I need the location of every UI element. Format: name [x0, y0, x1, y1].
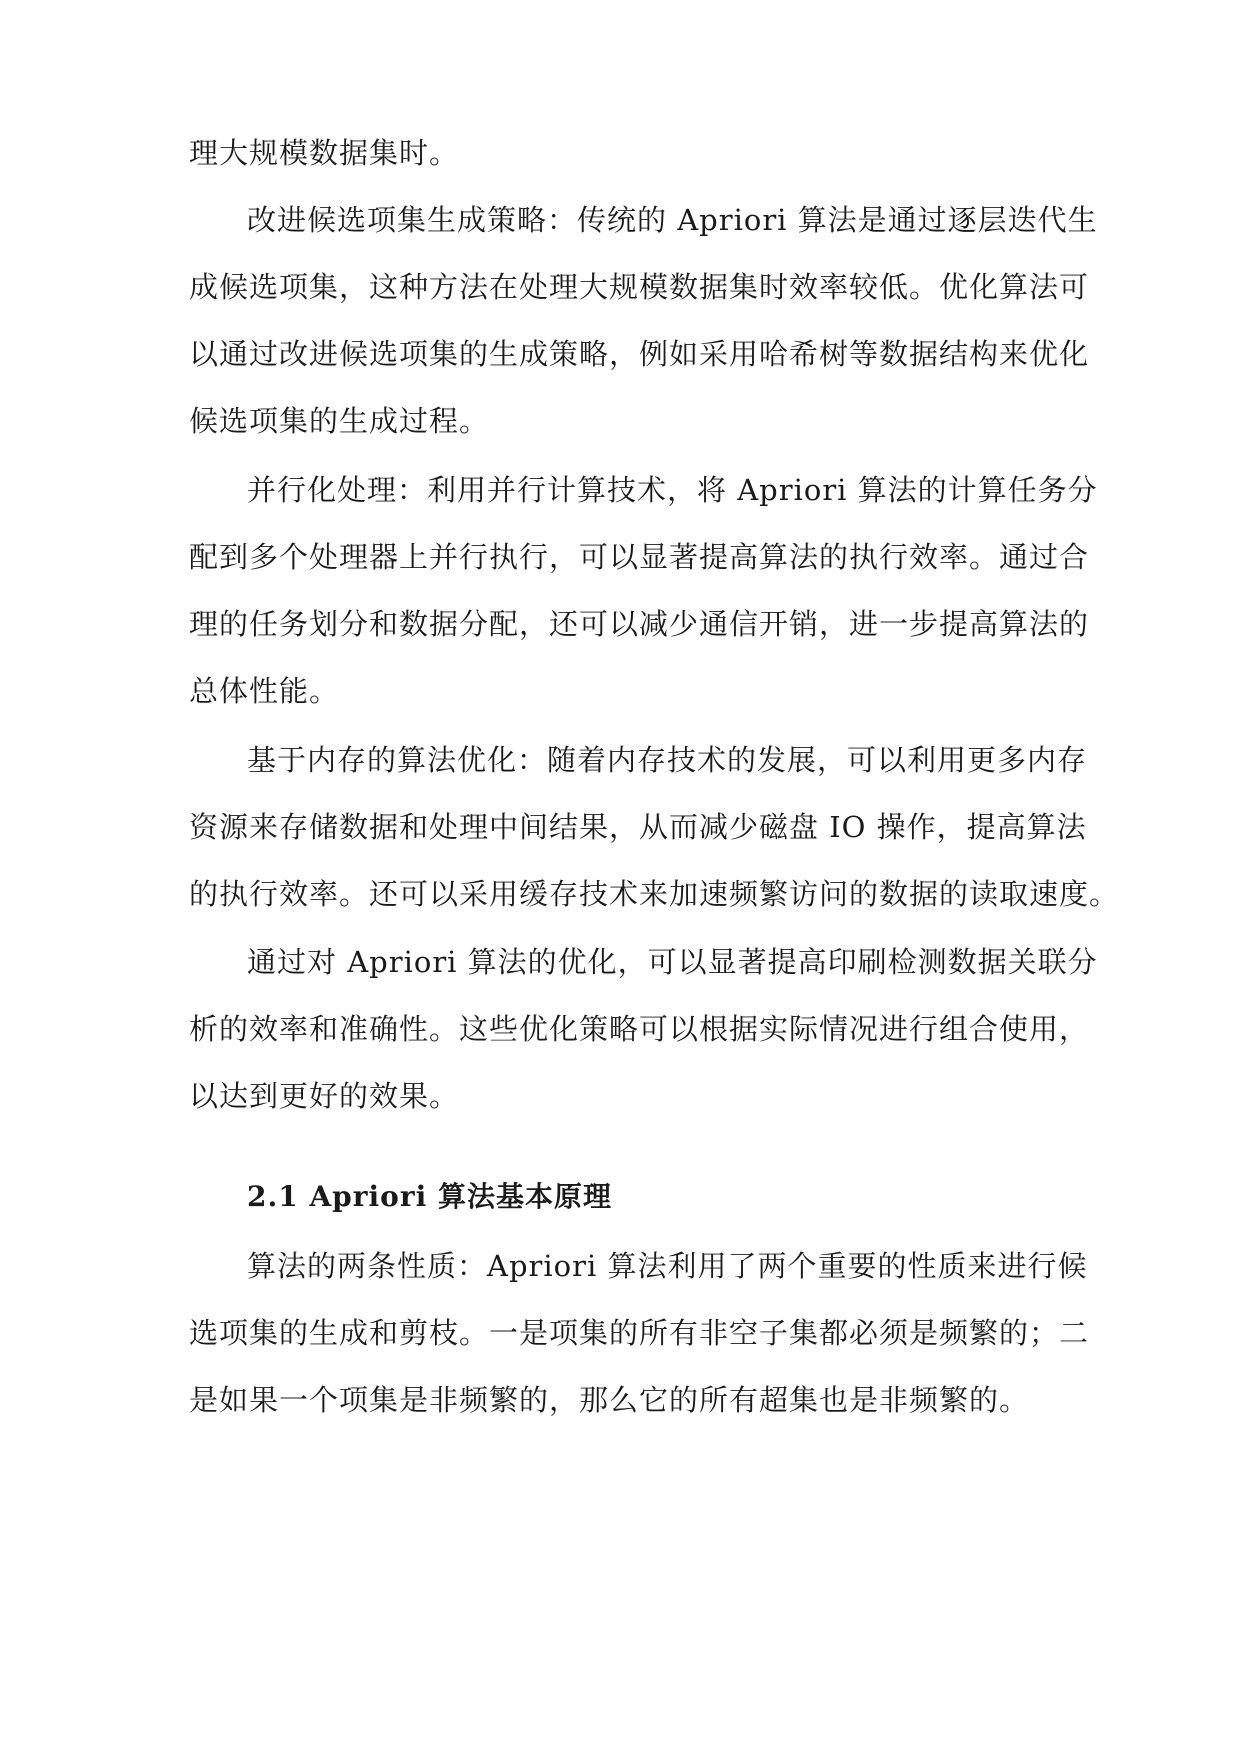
paragraph-line: 的执行效率。还可以采用缓存技术来加速频繁访问的数据的读取速度。: [189, 877, 1120, 911]
paragraph-line: 以通过改进候选项集的生成策略，例如采用哈希树等数据结构来优化: [189, 337, 1090, 371]
paragraph-line: 是如果一个项集是非频繁的，那么它的所有超集也是非频繁的。: [189, 1383, 1030, 1417]
paragraph-line: 析的效率和准确性。这些优化策略可以根据实际情况进行组合使用，: [189, 1012, 1090, 1046]
paragraph-line: 资源来存储数据和处理中间结果，从而减少磁盘 IO 操作，提高算法: [189, 810, 1087, 844]
paragraph-line: 理的任务划分和数据分配，还可以减少通信开销，进一步提高算法的: [189, 607, 1090, 641]
paragraph-line: 候选项集的生成过程。: [189, 404, 490, 438]
paragraph-line: 配到多个处理器上并行执行，可以显著提高算法的执行效率。通过合: [189, 540, 1090, 574]
paragraph-line: 理大规模数据集时。: [189, 136, 460, 170]
paragraph-line: 基于内存的算法优化：随着内存技术的发展，可以利用更多内存: [247, 743, 1088, 777]
paragraph-line: 总体性能。: [189, 674, 340, 708]
paragraph-line: 通过对 Apriori 算法的优化，可以显著提高印刷检测数据关联分: [247, 945, 1098, 979]
paragraph-line: 并行化处理：利用并行计算技术，将 Apriori 算法的计算任务分: [247, 473, 1098, 507]
paragraph-line: 算法的两条性质：Apriori 算法利用了两个重要的性质来进行候: [247, 1249, 1088, 1283]
section-heading: 2.1 Apriori 算法基本原理: [247, 1180, 612, 1213]
paragraph-line: 以达到更好的效果。: [189, 1079, 460, 1113]
paragraph-line: 成候选项集，这种方法在处理大规模数据集时效率较低。优化算法可: [189, 270, 1090, 304]
paragraph-line: 选项集的生成和剪枝。一是项集的所有非空子集都必须是频繁的；二: [189, 1316, 1090, 1350]
paragraph-line: 改进候选项集生成策略：传统的 Apriori 算法是通过逐层迭代生: [247, 203, 1098, 237]
